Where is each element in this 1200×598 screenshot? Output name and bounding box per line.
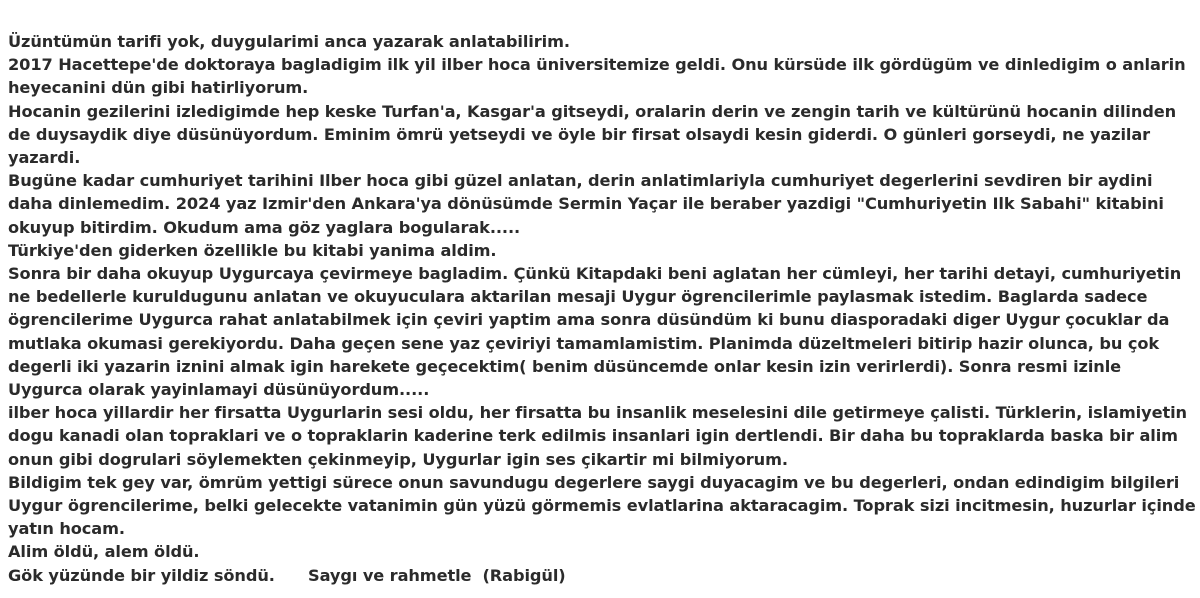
paragraph-translation: Sonra bir daha okuyup Uygurcaya çevirmeye bagladim. Çünkü Kitapdaki beni aglatan her cümleyi, her tarihi detayi, cumhuriyetin ne bedellerle kuruldugunu anlatan ve okuyuculara aktarilan mesaji Uygur ögrencilerimle paylasmak istedim. Baglarda sadece ögrencilerime Uygurca rahat anlatabilmek için çeviri yaptim ama sonra düsündüm ki bunu diasporadaki diger Uygur çocuklar da mutlaka okumasi gerekiyordu. Daha geçen sene yaz çeviriyi tamamlamistim. Planimda düzeltmeleri bitirip hazir olunca, bu çok degerli iki yazarin iznini almak igin harekete geçecektim( benim düsüncemde onlar kesin izin verirlerdi). Sonra resmi izinle Uygurca olarak yayinlamayi düsünüyordum..... bbox=[8, 264, 1182, 400]
paragraph-hacettepe: 2017 Hacettepe'de doktoraya bagladigim ilk yil ilber hoca üniversitemize geldi. Onu kürsüde ilk gördügüm ve dinledigim o anlarin heyecanini dün gibi hatirliyorum. bbox=[8, 55, 1186, 98]
paragraph-opening: Üzüntümün tarifi yok, duygularimi anca yazarak anlatabilirim. bbox=[8, 32, 570, 51]
paragraph-signature: Gök yüzünde bir yildiz söndü. Saygı ve rahmetle (Rabigül) bbox=[8, 565, 566, 585]
paragraph-travels: Hocanin gezilerini izledigimde hep keske Turfan'a, Kasgar'a gitseydi, oralarin derin ve zengin tarih ve kültürünü hocanin dilinden de duysaydik diye düsünüyordum. Eminim ömrü yetseydi ve öyle bir firsat olsaydi kesin giderdi. O günleri gorseydi, ne yazilar yazardi. bbox=[8, 101, 1177, 168]
paragraph-voice-of-uyghurs: ilber hoca yillardir her firsatta Uygurlarin sesi oldu, her firsatta bu insanlik meselesini dile getirmeye çalisti. Türklerin, islamiyetin dogu kanadi olan topraklari ve o topraklarin kaderine terk edilmis insanlari igin dertlendi. Bir daha bu topraklarda baska bir alim onun gibi dogrulari söylemekten çekinmeyip, Uygurlar igin ses çikartir mi bilmiyorum. bbox=[8, 403, 1187, 469]
paragraph-scholar-died: Alim öldü, alem öldü. bbox=[8, 542, 200, 562]
paragraph-took-book: Türkiye'den giderken özellikle bu kitabi yanima aldim. bbox=[8, 240, 497, 260]
paragraph-republic-book: Bugüne kadar cumhuriyet tarihini Ilber hoca gibi güzel anlatan, derin anlatimlariyla cumhuriyet degerlerini sevdiren bir aydini daha dinlemedim. 2024 yaz Izmir'den Ankara'ya dönüsümde Sermin Yaçar ile beraber yazdigi "Cumhuriyetin Ilk Sabahi" kitabini okuyup bitirdim. Okudum ama göz yaglara bogularak..... bbox=[8, 171, 1164, 237]
document-body bbox=[8, 30, 1198, 587]
paragraph-legacy: Bildigim tek gey var, ömrüm yettigi sürece onun savundugu degerlere saygi duyacagim ve bu degerleri, ondan edindigim bilgileri Uygur ögrencilerime, belki gelecekte vatanimin gün yüzü görmemis evlatlarina aktaracagim. Toprak sizi incitmesin, huzurlar içinde yatın hocam. bbox=[8, 472, 1196, 539]
